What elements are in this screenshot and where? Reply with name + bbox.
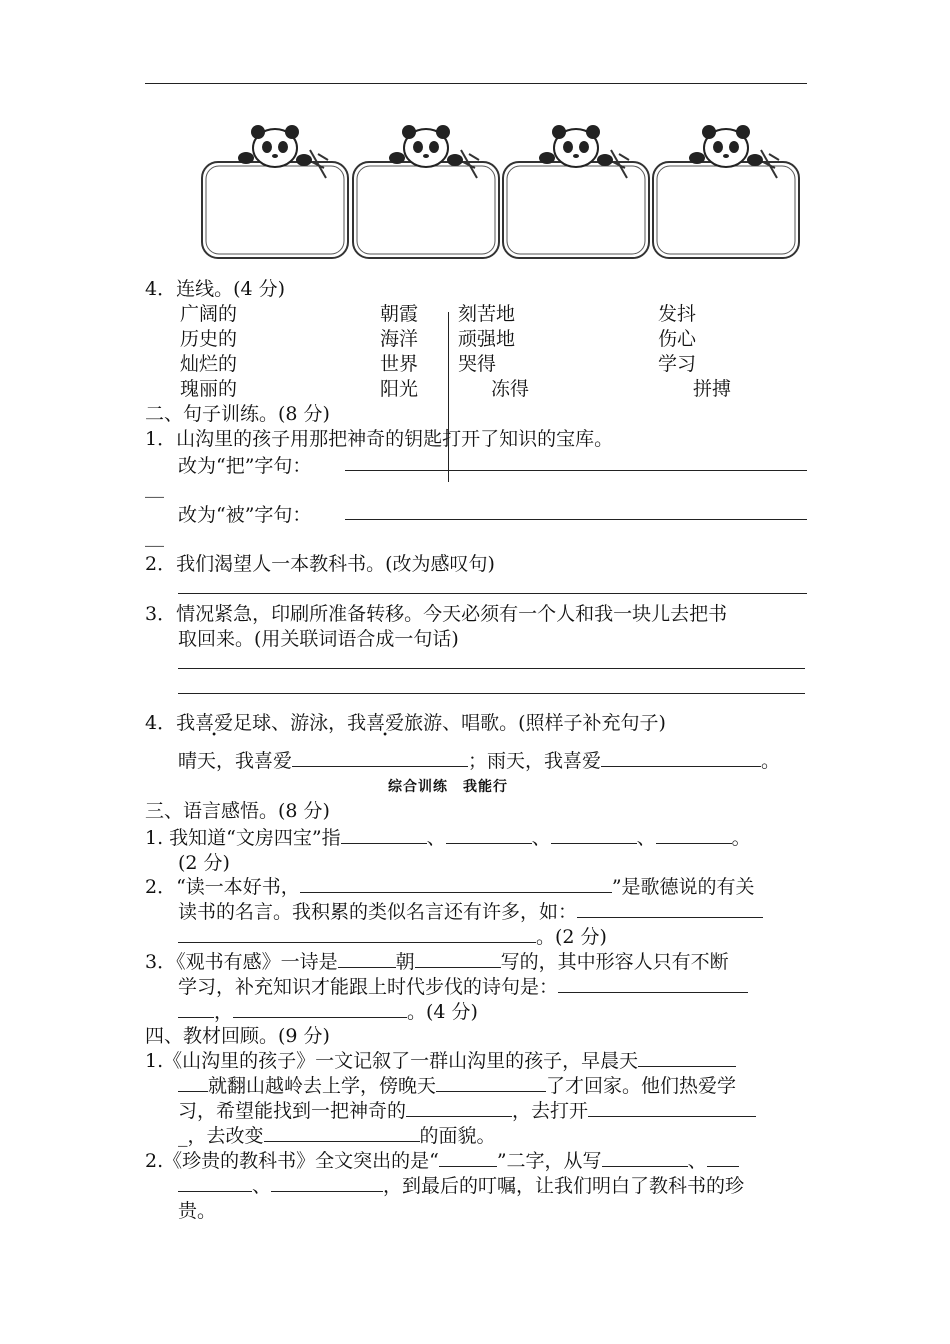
s3-q2-part-b: ”是歌德说的有关 [611,876,755,898]
s3-q2-line3 [178,922,607,949]
s4-q1-line3 [178,1096,756,1123]
s3-q3-blank-2[interactable] [415,948,501,968]
s3-q1-blank-3[interactable] [551,824,637,844]
s4-q2-sep-2: 、 [252,1175,272,1197]
s3-q3-part-c: 写的，其中形容人只有不断 [500,951,729,973]
s4-q2-line1 [145,1146,739,1173]
panda-writing-box-4[interactable] [651,120,801,262]
s2-q2-text: 2．我们渴望人一本教科书。(改为感叹句) [145,553,495,575]
s3-q1-end: 。 [731,827,751,849]
s4-q1-part-d: 习，希望能找到一把神奇的 [178,1100,407,1122]
panda-icon [200,120,350,262]
match-mid-4[interactable]: 阳光 [380,378,419,400]
s2-q2-answer-line[interactable] [178,593,807,594]
s4-q1-line4 [178,1121,496,1148]
match-right-a-2[interactable]: 顽强地 [458,328,516,350]
s3-q3-line2 [178,972,748,999]
s4-q1-blank-5[interactable] [264,1122,420,1142]
s3-q1-row [145,823,751,850]
panda-icon [651,120,801,262]
s4-q1-part-a: 1.《山沟里的孩子》一文记叙了一群山沟里的孩子，早晨天 [145,1050,639,1072]
s2-q4-part-c: 旅游、唱歌。(照样子补充句子) [404,712,666,734]
s4-q1-line1 [145,1046,736,1073]
s3-q3-line3 [178,997,478,1024]
s3-q1-blank-1[interactable] [341,824,427,844]
s2-q4-blank-2[interactable] [601,747,761,767]
s2-q1b-label: 改为“被”字句： [178,504,312,526]
q4-title: 4．连线。(4 分) [145,278,286,300]
s3-q3-blank-4[interactable] [178,998,214,1018]
s3-q1-sep-2: 、 [531,827,551,849]
s4-q2-part-e: ，到最后的叮嘱，让我们明白了教科书的珍 [383,1175,745,1197]
s3-q2-end: 。(2 分) [536,926,607,948]
banner-title: 综合训练 我能行 [388,779,508,795]
header-rule [145,83,807,84]
s3-q3-end: 。(4 分) [407,1001,478,1023]
s2-q4-fill-b: ；雨天，我喜爱 [468,750,602,772]
s4-q2-blank-4[interactable] [271,1172,383,1192]
s4-q2-blank-3[interactable] [707,1147,739,1167]
s4-q2-part-b: ”二字，从写 [496,1150,602,1172]
s3-q3-row [145,947,729,974]
s2-q1b-wrap: __ [145,525,164,547]
s2-q1a-label: 改为“把”字句： [178,455,312,477]
s3-q1-sep-3: 、 [636,827,656,849]
match-divider [448,312,449,482]
s4-q2-blank-2[interactable] [602,1147,688,1167]
s3-q3-blank-1[interactable] [338,948,396,968]
match-right-a-4[interactable]: 冻得 [491,378,530,400]
s4-q1-blank-1b[interactable] [178,1072,208,1092]
panda-writing-box-3[interactable] [501,120,651,262]
s3-q1-blank-2[interactable] [446,824,532,844]
section2-title: 二、句子训练。(8 分) [145,403,330,425]
s3-q3-sep: ， [214,1001,234,1023]
s2-q1-text: 1．山沟里的孩子用那把神奇的钥匙打开了知识的宝库。 [145,428,614,450]
match-right-b-4[interactable]: 拼搏 [693,378,732,400]
panda-icon [501,120,651,262]
s4-q1-part-f: _，去改变 [178,1125,264,1147]
panda-icon [351,120,501,262]
s2-q4-fill-a: 晴天，我喜爱 [178,750,293,772]
s3-q1-text: 1. 我知道“文房四宝”指 [145,827,341,849]
s3-q3-part-d: 学习，补充知识才能跟上时代步伐的诗句是： [178,976,559,998]
s4-q1-blank-3[interactable] [406,1097,512,1117]
s3-q3-blank-5[interactable] [233,998,407,1018]
s3-q1-score: (2 分) [178,852,230,874]
s3-q3-blank-3[interactable] [558,973,748,993]
match-mid-2[interactable]: 海洋 [380,328,419,350]
match-right-b-1[interactable]: 发抖 [658,303,697,325]
s4-q1-blank-2[interactable] [436,1072,546,1092]
s4-q1-part-g: 的面貌。 [419,1125,496,1147]
s3-q3-part-b: 朝 [395,951,415,973]
s4-q1-line2 [178,1071,736,1098]
s2-q1a-answer-line[interactable] [345,470,807,471]
s2-q3-line2: 取回来。(用关联词语合成一句话) [178,628,459,650]
s2-q4-dotted-2: 喜爱 [366,712,405,734]
s2-q4-blank-1[interactable] [292,747,468,767]
s4-q1-part-e: ，去打开 [512,1100,589,1122]
match-left-2[interactable]: 历史的 [180,328,238,350]
s2-q4-fill-end: 。 [761,750,781,772]
s4-q2-line3: 贵。 [178,1200,217,1222]
match-right-b-2[interactable]: 伤心 [658,328,697,350]
s4-q1-part-b: 就翻山越岭去上学，傍晚天 [208,1075,437,1097]
section4-title: 四、教材回顾。(9 分) [145,1025,330,1047]
match-right-b-3[interactable]: 学习 [658,353,697,375]
s4-q1-part-c: 了才回家。他们热爱学 [546,1075,737,1097]
match-right-a-1[interactable]: 刻苦地 [458,303,516,325]
s3-q1-sep-1: 、 [426,827,446,849]
s3-q2-blank-1[interactable] [300,873,612,893]
s3-q2-blank-2[interactable] [577,898,763,918]
s4-q2-sep-1: 、 [687,1150,707,1172]
s2-q4-text [145,708,666,735]
match-right-a-3[interactable]: 哭得 [458,353,497,375]
panda-writing-box-1[interactable] [200,120,350,262]
s2-q4-part-a: 4．我 [145,712,196,734]
match-left-3[interactable]: 灿烂的 [180,353,238,375]
s2-q3-answer-line-2[interactable] [178,693,805,694]
s2-q1a-wrap: __ [145,476,164,498]
s4-q1-blank-1[interactable] [638,1047,736,1067]
s4-q2-blank-1[interactable] [439,1147,497,1167]
s3-q2-part-a: 2．“读一本好书， [145,876,300,898]
section3-title: 三、语言感悟。(8 分) [145,800,330,822]
s3-q2-blank-3[interactable] [178,923,536,943]
match-mid-1[interactable]: 朝霞 [380,303,419,325]
s2-q4-part-b: 足球、游泳，我 [233,712,367,734]
s2-q4-fill-row [178,746,780,773]
match-mid-3[interactable]: 世界 [380,353,419,375]
s4-q2-part-a: 2.《珍贵的教科书》全文突出的是“ [145,1150,439,1172]
s3-q2-part-c: 读书的名言。我积累的类似名言还有许多，如： [178,901,578,923]
s2-q3-answer-line-1[interactable] [178,668,805,669]
s4-q2-line2 [178,1171,744,1198]
s3-q3-part-a: 3．《观书有感》一诗是 [145,951,338,973]
s3-q1-blank-4[interactable] [656,824,732,844]
match-left-4[interactable]: 瑰丽的 [180,378,238,400]
s4-q1-blank-4[interactable] [588,1097,756,1117]
s3-q2-line2 [178,897,763,924]
panda-writing-box-2[interactable] [351,120,501,262]
match-left-1[interactable]: 广阔的 [180,303,238,325]
s3-q2-row [145,872,755,899]
s4-q2-blank-3b[interactable] [178,1172,252,1192]
s2-q4-dotted-1: 喜爱 [195,712,234,734]
s2-q3-line1: 3．情况紧急，印刷所准备转移。今天必须有一个人和我一块儿去把书 [145,603,728,625]
s2-q1b-answer-line[interactable] [345,519,807,520]
